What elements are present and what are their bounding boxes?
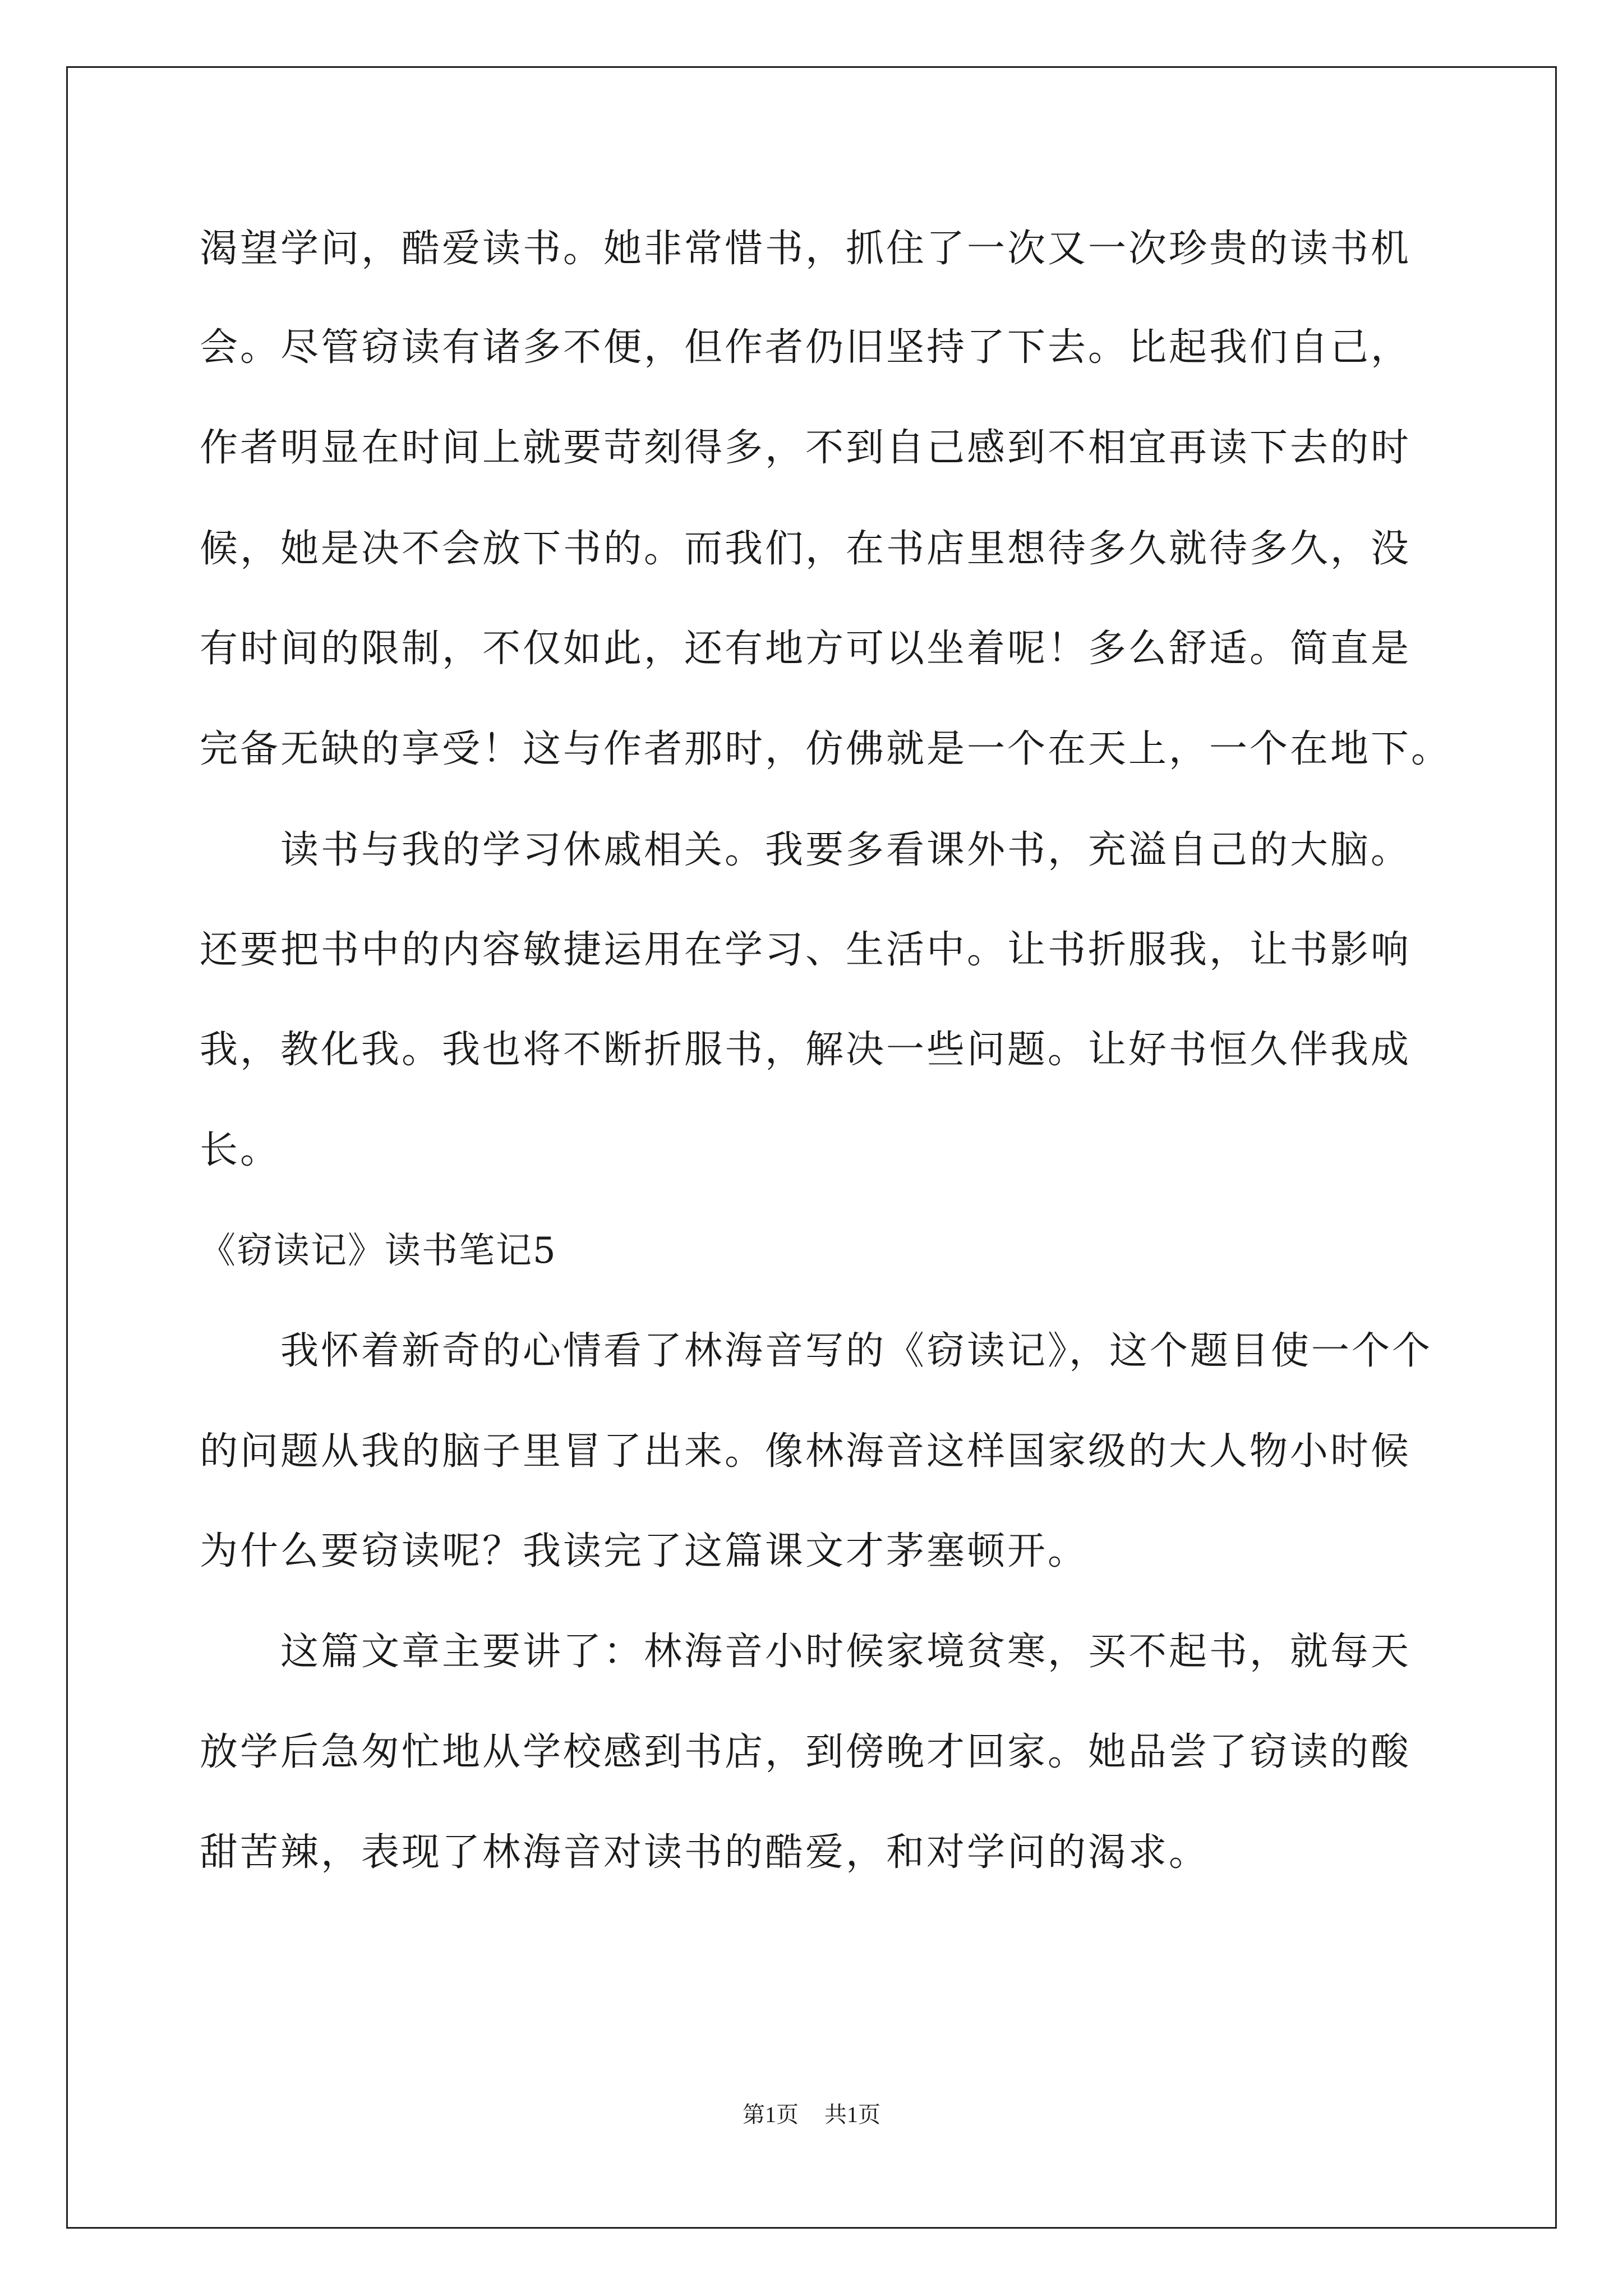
text-line: 作者明显在时间上就要苛刻得多，不到自己感到不相宜再读下去的时 — [200, 426, 1412, 470]
text-line: 为什么要窃读呢？我读完了这篇课文才茅塞顿开。 — [200, 1529, 1089, 1573]
paragraph-start-line: 我怀着新奇的心情看了林海音写的《窃读记》，这个题目使一个个 — [280, 1329, 1433, 1373]
text-line: 还要把书中的内容敏捷运用在学习、生活中。让书折服我，让书影响 — [200, 928, 1412, 972]
text-line: 长。 — [200, 1128, 281, 1172]
text-line: 完备无缺的享受！这与作者那时，仿佛就是一个在天上，一个在地下。 — [200, 727, 1452, 771]
page-footer — [0, 2101, 1623, 2129]
text-line: 甜苦辣，表现了林海音对读书的酷爱，和对学问的渴求。 — [200, 1830, 1210, 1875]
text-line: 放学后急匆忙地从学校感到书店，到傍晚才回家。她品尝了窃读的酸 — [200, 1730, 1412, 1774]
page-number-label: 第1页 — [743, 2102, 799, 2127]
paragraph-start-line: 读书与我的学习休戚相关。我要多看课外书，充溢自己的大脑。 — [280, 828, 1412, 872]
text-line: 有时间的限制，不仅如此，还有地方可以坐着呢！多么舒适。简直是 — [200, 627, 1412, 671]
paragraph-start-line: 这篇文章主要讲了：林海音小时候家境贫寒，买不起书，就每天 — [280, 1630, 1412, 1674]
text-line: 的问题从我的脑子里冒了出来。像林海音这样国家级的大人物小时候 — [200, 1429, 1412, 1474]
text-line: 我，教化我。我也将不断折服书，解决一些问题。让好书恒久伴我成 — [200, 1028, 1412, 1072]
section-heading: 《窃读记》读书笔记5 — [200, 1230, 557, 1272]
total-pages-label: 共1页 — [824, 2102, 880, 2127]
text-line: 候，她是决不会放下书的。而我们，在书店里想待多久就待多久，没 — [200, 527, 1412, 571]
text-line: 会。尽管窃读有诸多不便，但作者仍旧坚持了下去。比起我们自己， — [200, 325, 1412, 370]
text-line: 渴望学问，酷爱读书。她非常惜书，抓住了一次又一次珍贵的读书机 — [200, 227, 1412, 271]
